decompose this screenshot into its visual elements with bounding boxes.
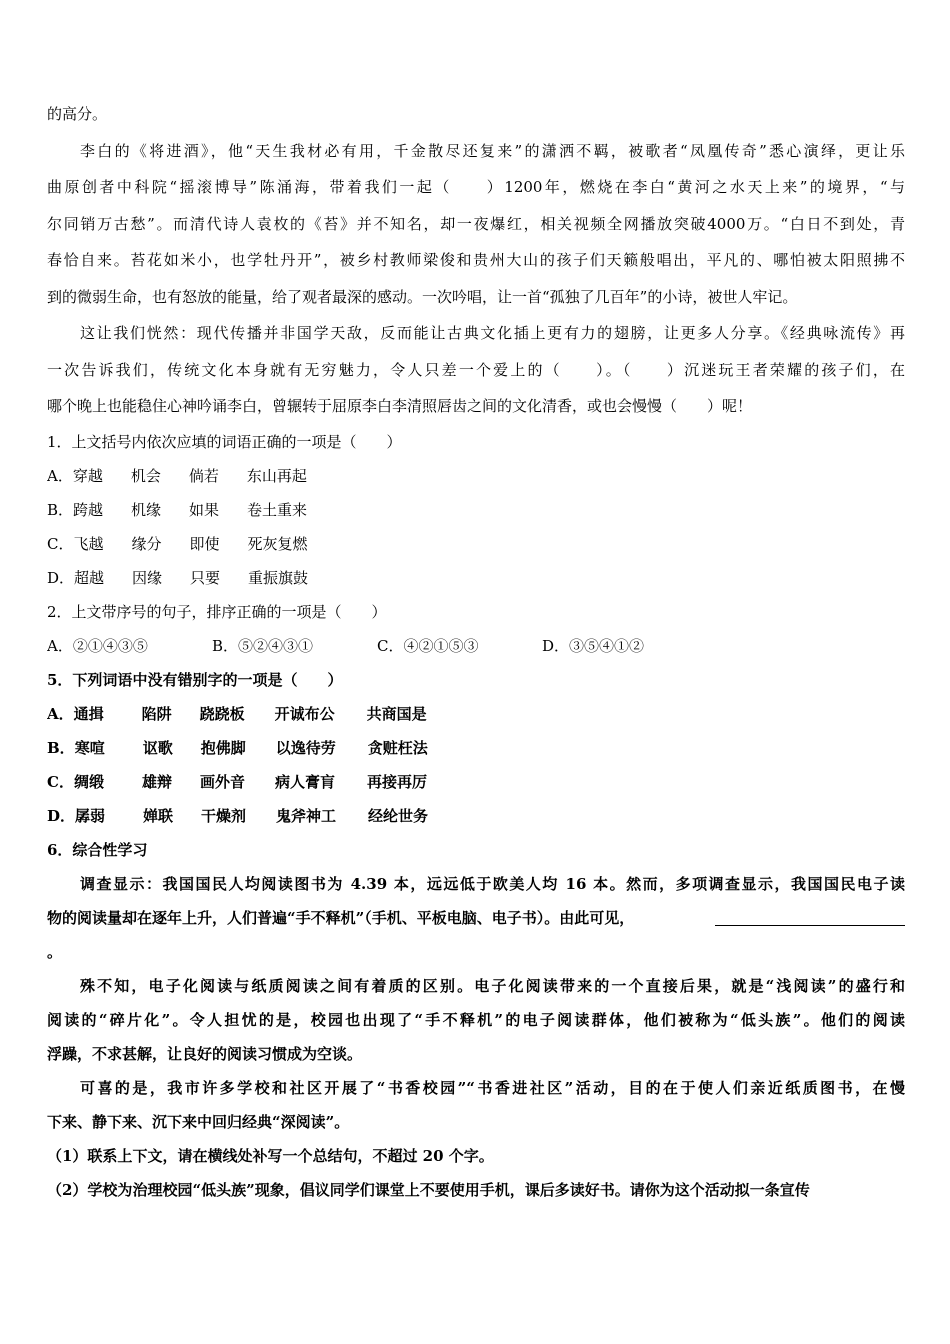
passage-line: 的高分。: [47, 105, 108, 123]
option-word: 绸缎: [73, 772, 104, 791]
q6-paragraph-line: 下来、静下来、沉下来中回归经典“深阅读”。: [47, 1112, 350, 1131]
option-letter: A．: [47, 466, 73, 485]
option-word: 病人膏肓: [274, 772, 335, 791]
q2-option-b: B．⑤②④③①: [212, 636, 314, 655]
q6-paragraph-line: 浮躁，不求甚解，让良好的阅读习惯成为空谈。: [47, 1044, 363, 1063]
q6-text: 物的阅读量却在逐年上升，人们普遍“手不释机”（手机、平板电脑、电子书）。由此可见，: [47, 908, 635, 927]
passage-line: 哪个晚上也能稳住心神吟诵李白，曾辗转于屈原李白李清照唇齿之间的文化清香，或也会慢慢（ ）呢！: [47, 397, 753, 415]
question-1-stem: 1．上文括号内依次应填的词语正确的一项是（ ）: [47, 432, 402, 451]
option-word: 鬼斧神工: [276, 806, 337, 825]
question-2-stem: 2．上文带序号的句子，排序正确的一项是（ ）: [47, 602, 387, 621]
option-word: 通揖: [73, 704, 104, 723]
option-word: 如果: [189, 500, 220, 519]
option-word: 即使: [189, 534, 220, 553]
option-word: 共商国是: [366, 704, 427, 723]
option-word: 画外音: [199, 772, 245, 791]
option-word: 抱佛脚: [200, 738, 246, 757]
option-word: 跨越: [73, 500, 104, 519]
q6-paragraph-line: 。: [47, 942, 63, 961]
option-word: 倘若: [188, 466, 219, 485]
q2-options: [47, 629, 905, 663]
q6-paragraph-line: 阅读的“碎片化”。令人担忧的是，校园也出现了“手不释机”的电子阅读群体，他们被称为“低头族”。他们的阅读: [47, 1010, 905, 1029]
option-letter: D．: [47, 568, 75, 587]
passage-line: 一次告诉我们，传统文化本身就有无穷魅力，令人只差一个爱上的（ ）。（ ）沉迷玩王者荣耀的孩子们，在: [47, 360, 905, 379]
option-word: 重振旗鼓: [248, 568, 309, 587]
option-letter: D．: [47, 806, 76, 825]
option-word: 跷跷板: [199, 704, 245, 723]
option-word: 讴歌: [142, 738, 173, 757]
question-6-title: 6．综合性学习: [47, 840, 148, 859]
option-word: 贪赃枉法: [367, 738, 428, 757]
q6-paragraph-line: [47, 901, 905, 935]
option-word: 开诚布公: [274, 704, 335, 723]
option-word: 寒喧: [74, 738, 105, 757]
passage-line: 这让我们恍然：现代传播并非国学天敌，反而能让古典文化插上更有力的翅膀，让更多人分享。《经典咏流传》再: [80, 324, 905, 342]
q6-subquestion-2: （2）学校为治理校园“低头族”现象，倡议同学们课堂上不要使用手机，课后多读好书。请你为这个活动拟一条宣传: [47, 1180, 810, 1199]
option-word: 机缘: [131, 500, 162, 519]
option-word: 东山再起: [246, 466, 307, 485]
q1-option-b: [47, 493, 905, 527]
option-word: 超越: [74, 568, 105, 587]
option-word: 缘分: [131, 534, 162, 553]
option-word: 孱弱: [75, 806, 106, 825]
q1-option-a: [47, 459, 905, 493]
q5-option-b: [47, 731, 905, 765]
q2-option-c: C．④②①⑤③: [377, 636, 479, 655]
question-5-stem: 5．下列词语中没有错别字的一项是（ ）: [47, 670, 343, 689]
q2-option-d: D．③⑤④①②: [542, 636, 645, 655]
option-word: 穿越: [72, 466, 103, 485]
answer-blank-line[interactable]: [715, 903, 905, 926]
option-letter: B．: [47, 500, 74, 519]
option-word: 再接再厉: [366, 772, 427, 791]
q5-option-d: [47, 799, 905, 833]
option-word: 干燥剂: [201, 806, 247, 825]
q6-subquestion-1: （1）联系上下文，请在横线处补写一个总结句，不超过 20 个字。: [47, 1146, 494, 1165]
option-word: 死灰复燃: [247, 534, 308, 553]
q1-option-c: [47, 527, 905, 561]
q6-paragraph-line: 调查显示：我国国民人均阅读图书为 4.39 本，远远低于欧美人均 16 本。然而，多项调查显示，我国国民电子读: [80, 874, 905, 893]
option-word: 经纶世务: [368, 806, 429, 825]
q1-option-d: [47, 561, 905, 595]
q5-option-c: [47, 765, 905, 799]
passage-line: 曲原创者中科院“摇滚博导”陈涌海，带着我们一起（ ）1200年，燃烧在李白“黄河之水天上来”的境界，“与: [47, 178, 905, 196]
q6-paragraph-line: 可喜的是，我市许多学校和社区开展了“书香校园”“书香进社区”活动，目的在于使人们亲近纸质图书，在慢: [80, 1078, 905, 1097]
option-word: 只要: [190, 568, 221, 587]
option-letter: C．: [47, 772, 74, 791]
option-word: 雄辩: [141, 772, 172, 791]
q2-option-a: A．②①④③⑤: [47, 636, 148, 655]
q5-option-a: [47, 697, 905, 731]
option-word: 机会: [130, 466, 161, 485]
passage-line: 到的微弱生命，也有怒放的能量，给了观者最深的感动。一次吟唱，让一首“孤独了几百年”的小诗，被世人牢记。: [47, 287, 798, 306]
option-letter: C．: [47, 534, 74, 553]
passage-line: 春恰自来。苔花如米小，也学牡丹开”，被乡村教师梁俊和贵州大山的孩子们天籁般唱出，平凡的、哪怕被太阳照拂不: [47, 251, 905, 269]
passage-line: 李白的《将进酒》，他“天生我材必有用，千金散尽还复来”的潇洒不羁，被歌者“凤凰传奇”悉心演绎，更让乐: [80, 141, 905, 160]
option-word: 飞越: [73, 534, 104, 553]
option-letter: B．: [47, 738, 75, 757]
option-word: 因缘: [132, 568, 163, 587]
passage-line: 尔同销万古愁”。而清代诗人袁枚的《苔》并不知名，却一夜爆红，相关视频全网播放突破4000万。“白日不到处，青: [47, 214, 905, 233]
option-word: 卷土重来: [247, 500, 308, 519]
document-page: [47, 96, 905, 1207]
option-word: 陷阱: [141, 704, 172, 723]
option-word: 以逸待劳: [275, 738, 336, 757]
option-word: 婵联: [143, 806, 174, 825]
option-letter: A．: [47, 704, 74, 723]
q6-paragraph-line: 殊不知，电子化阅读与纸质阅读之间有着质的区别。电子化阅读带来的一个直接后果，就是“浅阅读”的盛行和: [80, 976, 905, 995]
